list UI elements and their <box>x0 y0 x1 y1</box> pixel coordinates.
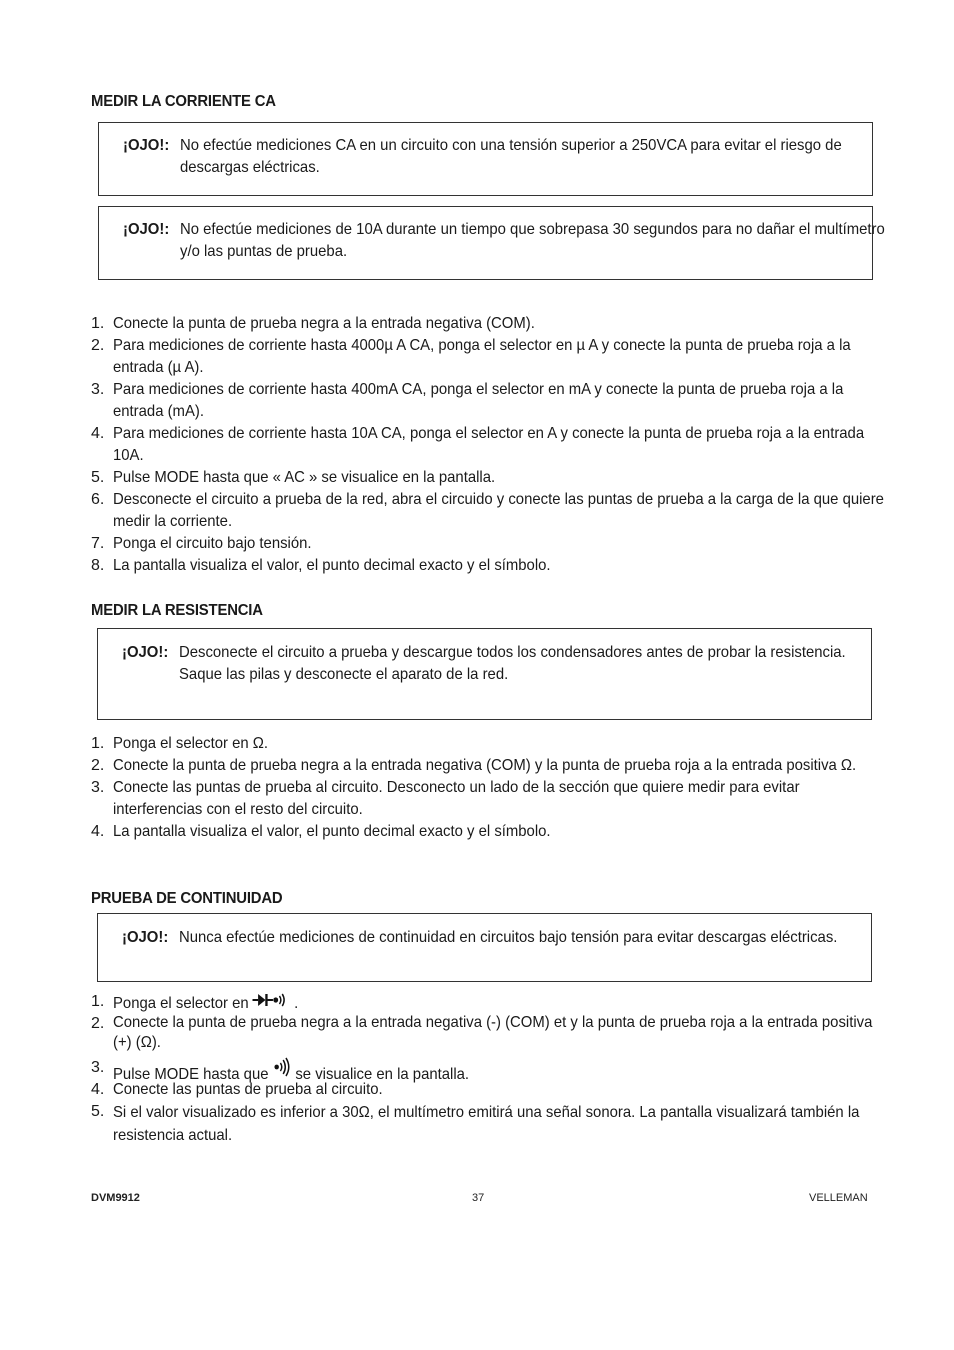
warning-label: ¡OJO!: <box>123 137 170 154</box>
list-item <box>91 733 921 755</box>
step-text: Conecte la punta de prueba negra a la entrada negativa (COM). <box>113 315 535 332</box>
step-text: Conecte las puntas de prueba al circuito. Desconecto un lado de la sección que quiere medir para evitar interferencias con el resto del circuito. <box>113 779 800 818</box>
list-item <box>91 533 921 555</box>
step-number: 8. <box>91 557 105 574</box>
step-text: Conecte la punta de prueba negra a la entrada negativa (-) (COM) et y la punta de prueba roja a la entrada positiva (+) (Ω). <box>113 1014 873 1051</box>
steps-list <box>91 313 921 577</box>
warning-box <box>97 913 872 982</box>
list-item <box>91 379 921 423</box>
step-number: 5. <box>91 469 105 486</box>
step-text: Para mediciones de corriente hasta 10A CA, ponga el selector en A y conecte la punta de prueba roja a la entrada 10A. <box>113 425 865 464</box>
warning-label: ¡OJO!: <box>123 221 170 238</box>
warning-box <box>97 628 872 720</box>
list-item <box>91 1079 921 1101</box>
list-item <box>91 1057 921 1083</box>
step-text: Desconecte el circuito a prueba de la red, abra el circuido y conecte las puntas de prueba a la carga de la que quiere medir la corriente. <box>113 491 884 530</box>
footer-page-number: 37 <box>472 1192 485 1204</box>
step-number: 2. <box>91 337 105 354</box>
step-number: 2. <box>91 757 105 774</box>
list-item <box>91 1013 921 1057</box>
section-heading-continuidad: PRUEBA DE CONTINUIDAD <box>91 890 283 907</box>
step-text: Pulse MODE hasta que « AC » se visualice en la pantalla. <box>113 469 496 486</box>
step-number: 2. <box>91 1015 105 1032</box>
list-item <box>91 423 921 467</box>
warning-text: Nunca efectúe mediciones de continuidad en circuitos bajo tensión para evitar descargas eléctricas. <box>179 929 838 946</box>
list-item <box>91 489 921 533</box>
warning-box <box>98 206 885 280</box>
warning-text: No efectúe mediciones de 10A durante un tiempo que sobrepasa 30 segundos para no dañar el multímetro y/o las puntas de prueba. <box>180 221 885 260</box>
step-text-part: Ponga el selector en <box>113 995 253 1012</box>
list-item <box>91 555 921 577</box>
footer-brand: VELLEMAN <box>809 1192 868 1204</box>
step-number: 4. <box>91 823 105 840</box>
section-heading-corriente-ca: MEDIR LA CORRIENTE CA <box>91 93 276 110</box>
step-text: Para mediciones de corriente hasta 400mA CA, ponga el selector en mA y conecte la punta de prueba roja a la entrada (mA). <box>113 381 844 420</box>
step-text: Ponga el selector en Ω. <box>113 735 269 752</box>
step-number: 6. <box>91 491 105 508</box>
list-item <box>91 821 921 843</box>
step-text: Para mediciones de corriente hasta 4000µ A CA, ponga el selector en µ A y conecte la punta de prueba roja a la entrada (µ A). <box>113 337 851 376</box>
step-number: 3. <box>91 1059 105 1076</box>
step-number: 4. <box>91 1081 105 1098</box>
steps-list <box>91 991 921 1147</box>
step-text-part: . <box>290 995 299 1012</box>
step-number: 1. <box>91 735 105 752</box>
step-text: Si el valor visualizado es inferior a 30Ω, el multímetro emitirá una señal sonora. La pantalla visualizará también la resistencia actual. <box>113 1104 860 1144</box>
step-text: La pantalla visualiza el valor, el punto decimal exacto y el símbolo. <box>113 557 551 574</box>
warning-text: Desconecte el circuito a prueba y descargue todos los condensadores antes de probar la resistencia. Saque las pilas y desconecte el aparato de la red. <box>179 644 846 683</box>
step-number: 1. <box>91 993 105 1010</box>
list-item <box>91 991 921 1014</box>
step-text-part: se visualice en la pantalla. <box>291 1066 470 1083</box>
list-item <box>91 467 921 489</box>
section-heading-resistencia: MEDIR LA RESISTENCIA <box>91 602 263 619</box>
warning-text: No efectúe mediciones CA en un circuito con una tensión superior a 250VCA para evitar el riesgo de descargas eléctricas. <box>180 137 842 176</box>
step-number: 5. <box>91 1103 105 1120</box>
list-item <box>91 1101 921 1147</box>
warning-label: ¡OJO!: <box>122 644 169 661</box>
step-text: Conecte la punta de prueba negra a la entrada negativa (COM) y la punta de prueba roja a la entrada positiva Ω. <box>113 757 857 774</box>
list-item <box>91 313 921 335</box>
step-text: Conecte las puntas de prueba al circuito. <box>113 1081 383 1098</box>
list-item <box>91 777 921 821</box>
step-number: 4. <box>91 425 105 442</box>
step-text-part: Pulse MODE hasta que <box>113 1066 273 1083</box>
warning-label: ¡OJO!: <box>122 929 169 946</box>
step-number: 7. <box>91 535 105 552</box>
steps-list <box>91 733 921 843</box>
step-text: Ponga el circuito bajo tensión. <box>113 535 312 552</box>
list-item <box>91 755 921 777</box>
footer-model: DVM9912 <box>91 1192 140 1204</box>
warning-box <box>98 122 873 196</box>
step-number: 3. <box>91 381 105 398</box>
step-text: La pantalla visualiza el valor, el punto decimal exacto y el símbolo. <box>113 823 551 840</box>
list-item <box>91 335 921 379</box>
step-number: 1. <box>91 315 105 332</box>
step-number: 3. <box>91 779 105 796</box>
